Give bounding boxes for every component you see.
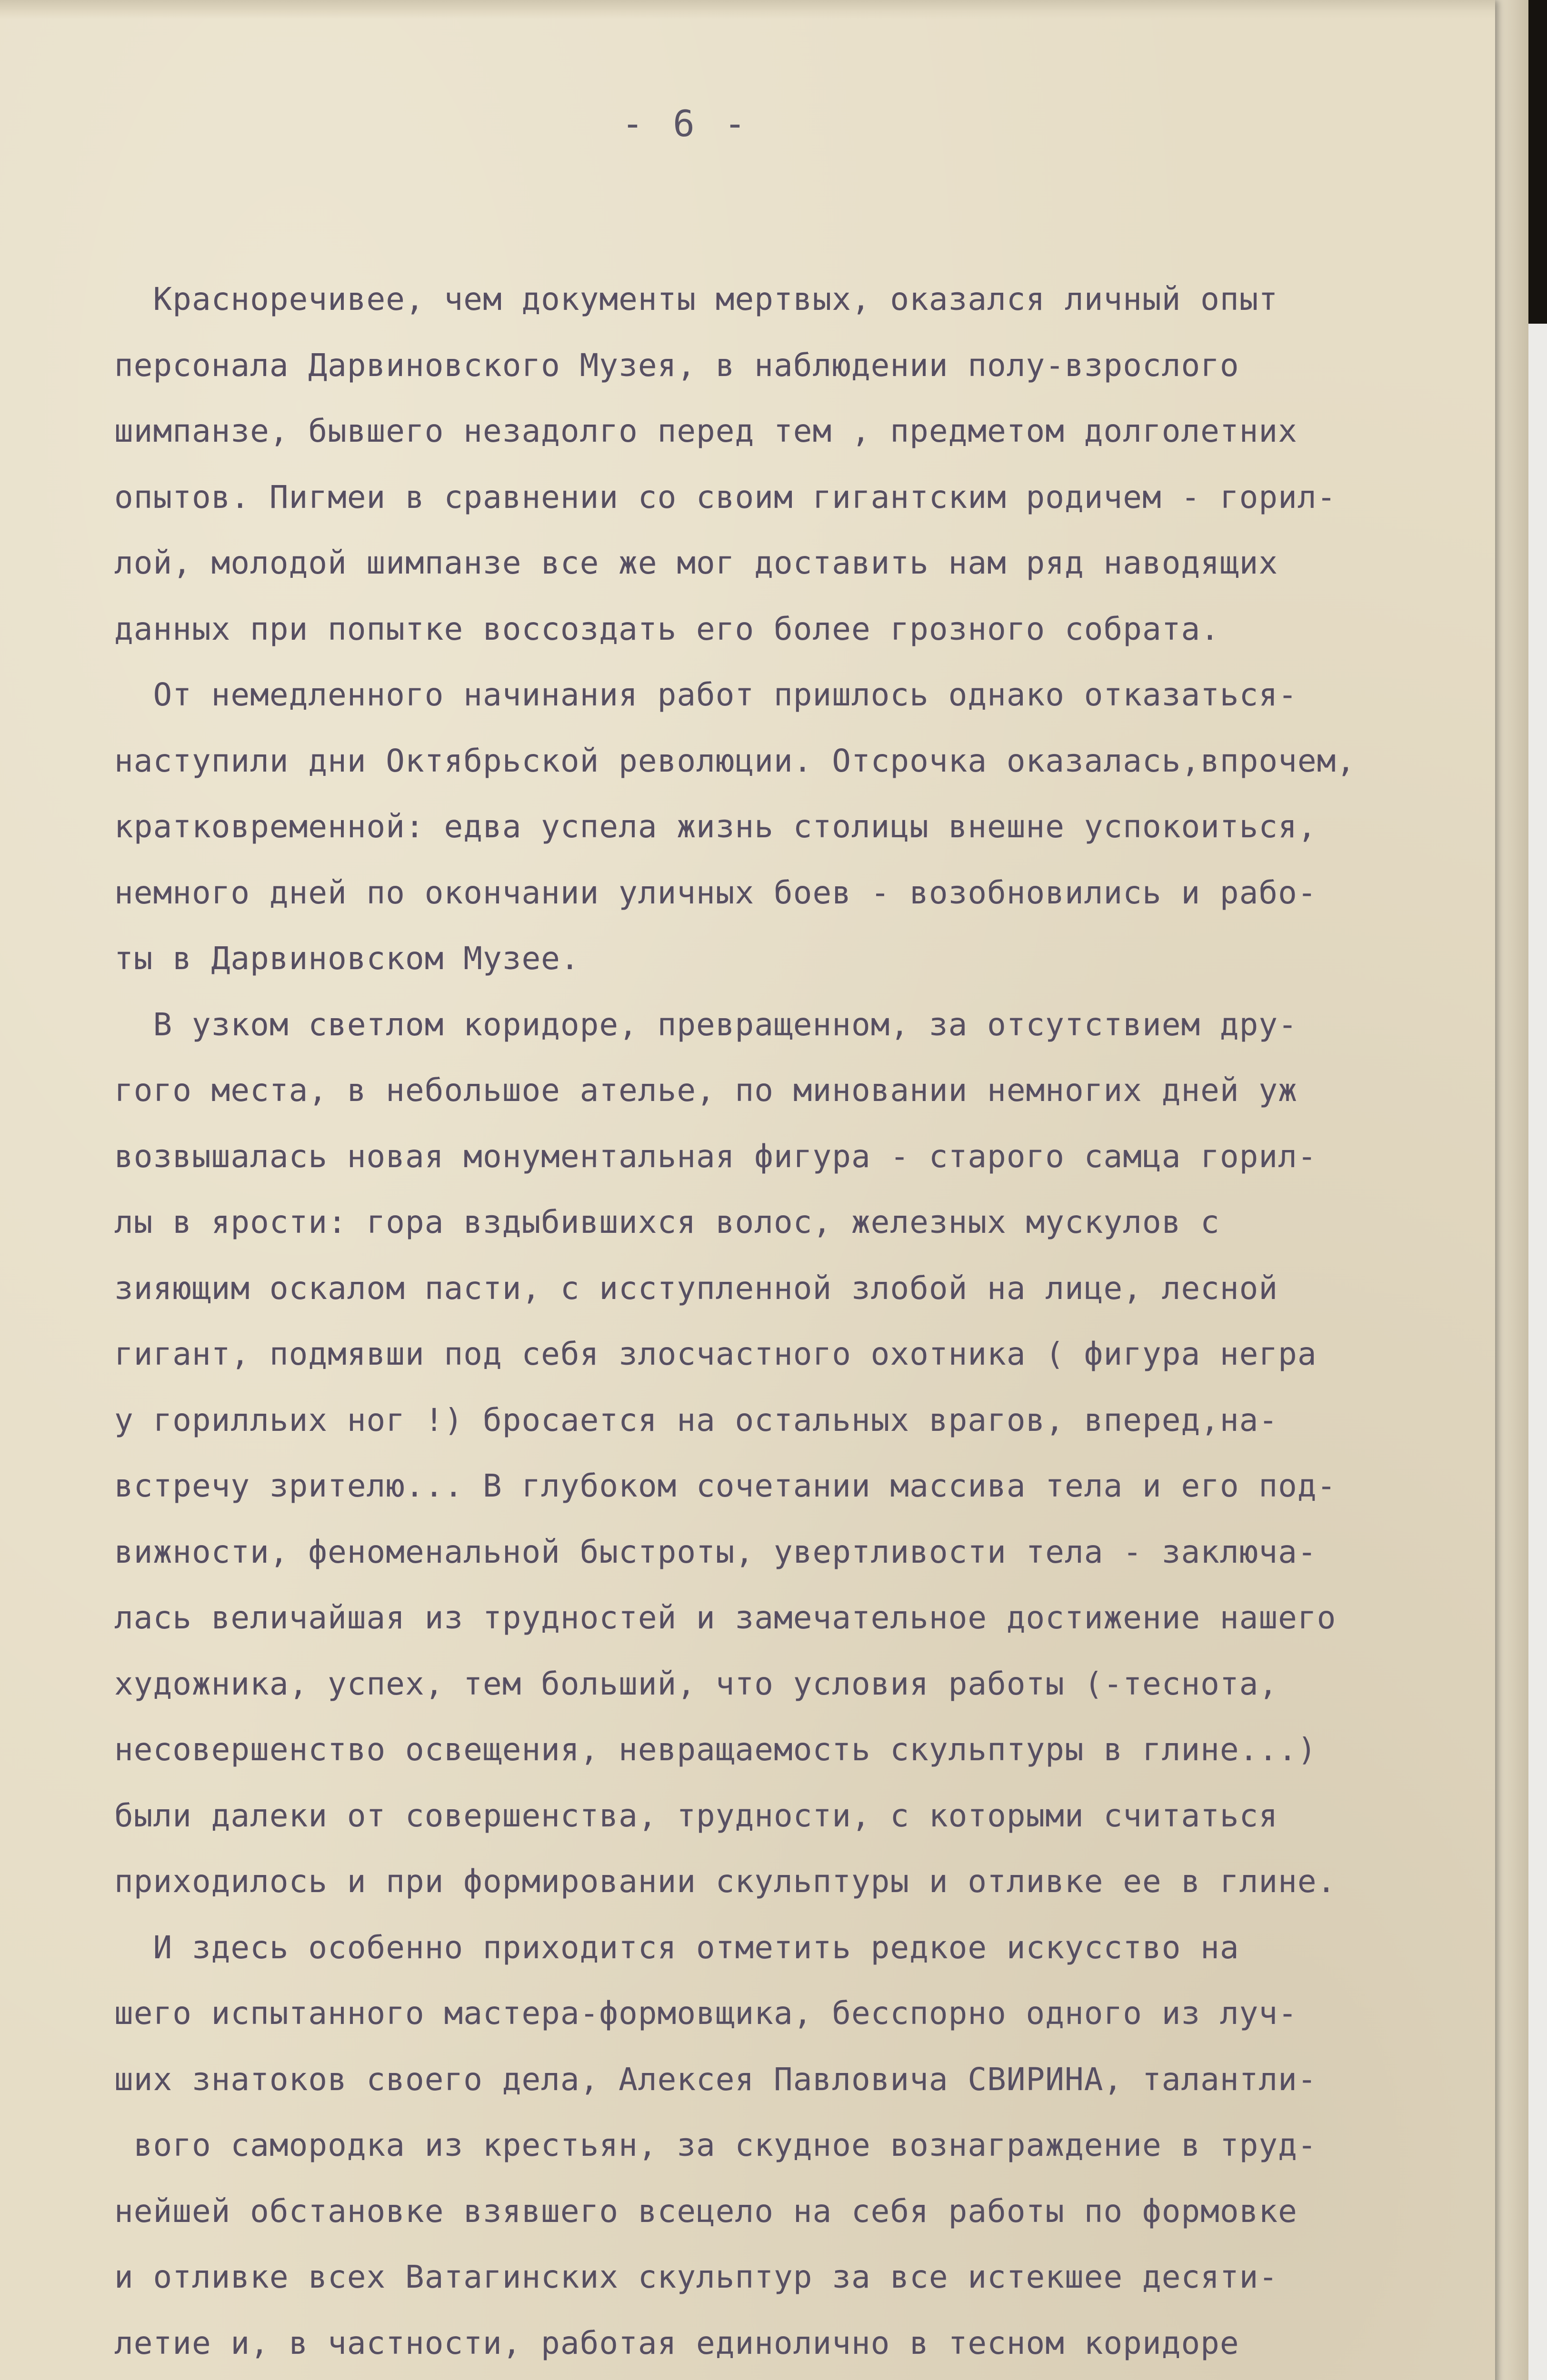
text-line: В узком светлом коридоре, превращенном, за отсутствием дру- [114,1006,1297,1043]
text-line: немного дней по окончании уличных боев - возобновились и рабо- [114,874,1317,911]
text-line: возвышалась новая монументальная фигура - старого самца горил- [114,1138,1317,1175]
text-line: шимпанзе, бывшего незадолго перед тем , предметом долголетних [114,413,1297,449]
text-line: гого места, в небольшое ателье, по миновании немногих дней уж [114,1072,1297,1109]
text-line: лась величайшая из трудностей и замечательное достижение нашего [114,1599,1337,1636]
text-line: приходилось и при формировании скульптуры и отливке ее в глине. [114,1863,1337,1900]
text-line: От немедленного начинания работ пришлось однако отказаться- [114,676,1297,713]
text-line: И здесь особенно приходится отметить редкое искусство на [114,1929,1239,1966]
typed-text-body [114,267,1467,2380]
text-line: наступили дни Октябрьской революции. Отсрочка оказалась,впрочем, [114,742,1356,779]
text-line: вого самородка из крестьян, за скудное вознаграждение в труд- [114,2127,1317,2163]
text-line: данных при попытке воссоздать его более грозного собрата. [114,610,1220,647]
text-line: персонала Дарвиновского Музея, в наблюдении полу-взрослого [114,347,1239,384]
text-line: кратковременной: едва успела жизнь столицы внешне успокоиться, [114,808,1317,845]
text-line: у горилльих ног !) бросается на остальных врагов, вперед,на- [114,1401,1278,1438]
text-line: Красноречивее, чем документы мертвых, оказался личный опыт [114,281,1278,317]
text-line: ты в Дарвиновском Музее. [114,940,580,977]
text-line: были далеки от совершенства, трудности, с которыми считаться [114,1797,1278,1834]
text-line [114,2376,1467,2380]
page-number: - 6 - [621,102,750,145]
text-line: ших знатоков своего дела, Алексея Павловича СВИРИНА, талантли- [114,2061,1317,2098]
text-line: шего испытанного мастера-формовщика, бесспорно одного из луч- [114,1995,1297,2032]
text-line: лы в ярости: гора вздыбившихся волос, железных мускулов с [114,1204,1220,1240]
text-line: нейшей обстановке взявшего всецело на себя работы по формовке [114,2192,1297,2230]
text-line: гигант, подмявши под себя злосчастного охотника ( фигура негра [114,1336,1317,1372]
text-line: зияющим оскалом пасти, с исступленной злобой на лице, лесной [114,1269,1278,1307]
text-line: летие и, в частности, работая единолично в тесном коридоре [114,2324,1239,2361]
text-line: опытов. Пигмеи в сравнении со своим гигантским родичем - горил- [114,478,1337,516]
page-top-edge [0,0,1495,19]
text-line: художника, успех, тем больший, что условия работы (-теснота, [114,1665,1278,1702]
text-line: вижности, феноменальной быстроты, увертливости тела - заключа- [114,1533,1317,1570]
text-line: несовершенство освещения, невращаемость скульптуры в глине...) [114,1731,1317,1768]
text-line: встречу зрителю... В глубоком сочетании массива тела и его под- [114,1468,1337,1504]
text-line: и отливке всех Ватагинских скульптур за все истекшее десяти- [114,2259,1278,2295]
text-line: лой, молодой шимпанзе все же мог доставить нам ряд наводящих [114,545,1278,581]
